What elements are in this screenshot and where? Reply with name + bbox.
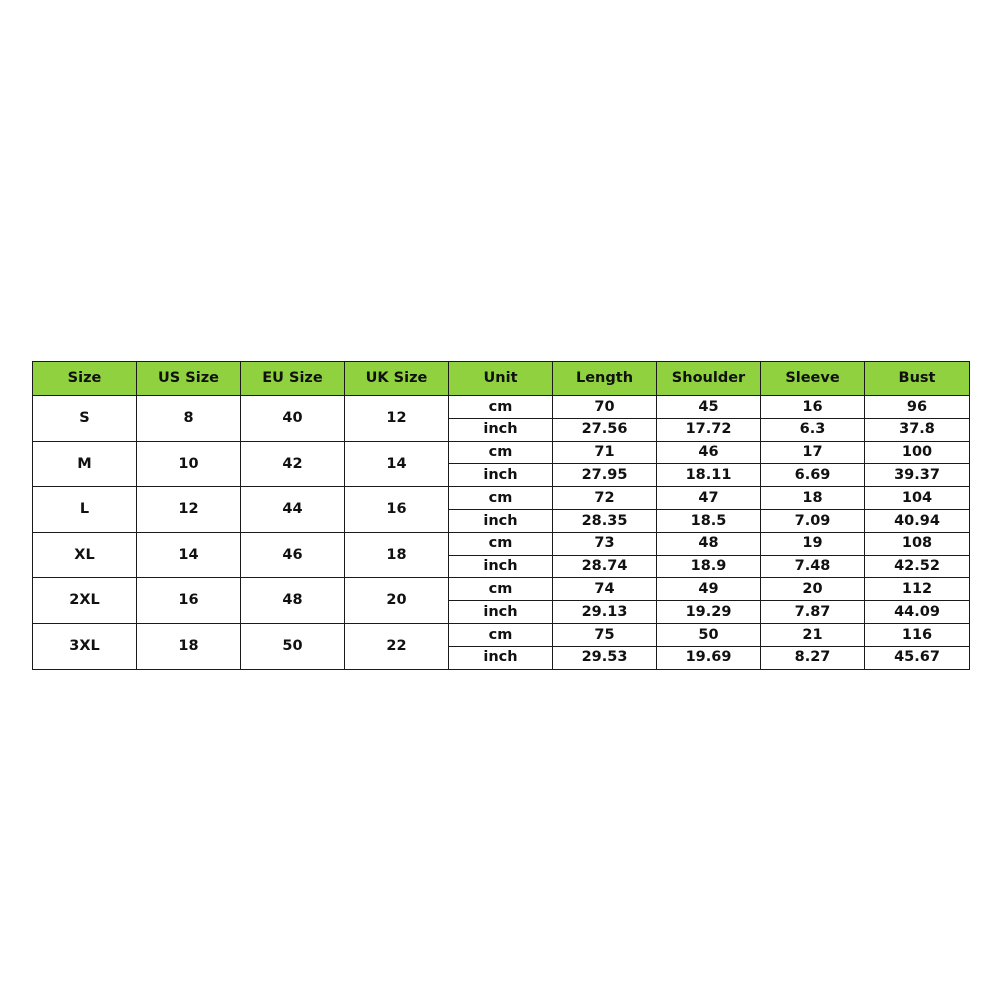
sleeve-cm-cell: 16 bbox=[761, 396, 865, 419]
unit-inch-cell: inch bbox=[449, 601, 553, 624]
sleeve-inch-cell: 7.09 bbox=[761, 509, 865, 532]
bust-inch-cell: 44.09 bbox=[865, 601, 970, 624]
unit-inch-cell: inch bbox=[449, 555, 553, 578]
unit-cm-cell: cm bbox=[449, 532, 553, 555]
unit-cm-cell: cm bbox=[449, 441, 553, 464]
eu-size-cell: 46 bbox=[241, 532, 345, 578]
us-size-cell: 16 bbox=[137, 578, 241, 624]
eu-size-cell: 44 bbox=[241, 487, 345, 533]
unit-inch-cell: inch bbox=[449, 509, 553, 532]
size-cell: 2XL bbox=[33, 578, 137, 624]
eu-size-cell: 42 bbox=[241, 441, 345, 487]
unit-inch-cell: inch bbox=[449, 464, 553, 487]
bust-inch-cell: 42.52 bbox=[865, 555, 970, 578]
table-row bbox=[33, 532, 970, 555]
table-row bbox=[33, 578, 970, 601]
us-size-cell: 14 bbox=[137, 532, 241, 578]
length-cm-cell: 73 bbox=[553, 532, 657, 555]
table-row bbox=[33, 623, 970, 646]
unit-cm-cell: cm bbox=[449, 396, 553, 419]
us-size-cell: 8 bbox=[137, 396, 241, 442]
length-inch-cell: 28.35 bbox=[553, 509, 657, 532]
uk-size-cell: 20 bbox=[345, 578, 449, 624]
sleeve-cm-cell: 19 bbox=[761, 532, 865, 555]
shoulder-inch-cell: 18.9 bbox=[657, 555, 761, 578]
sleeve-inch-cell: 6.69 bbox=[761, 464, 865, 487]
unit-inch-cell: inch bbox=[449, 646, 553, 669]
shoulder-inch-cell: 19.29 bbox=[657, 601, 761, 624]
length-cm-cell: 74 bbox=[553, 578, 657, 601]
uk-size-cell: 12 bbox=[345, 396, 449, 442]
table-row bbox=[33, 441, 970, 464]
table-row bbox=[33, 396, 970, 419]
shoulder-cm-cell: 49 bbox=[657, 578, 761, 601]
length-cm-cell: 75 bbox=[553, 623, 657, 646]
bust-inch-cell: 45.67 bbox=[865, 646, 970, 669]
sleeve-inch-cell: 8.27 bbox=[761, 646, 865, 669]
bust-inch-cell: 39.37 bbox=[865, 464, 970, 487]
unit-inch-cell: inch bbox=[449, 418, 553, 441]
sleeve-inch-cell: 6.3 bbox=[761, 418, 865, 441]
bust-cm-cell: 104 bbox=[865, 487, 970, 510]
shoulder-cm-cell: 47 bbox=[657, 487, 761, 510]
bust-cm-cell: 96 bbox=[865, 396, 970, 419]
shoulder-cm-cell: 45 bbox=[657, 396, 761, 419]
column-header: EU Size bbox=[241, 362, 345, 396]
length-cm-cell: 71 bbox=[553, 441, 657, 464]
us-size-cell: 18 bbox=[137, 623, 241, 669]
size-chart-table bbox=[32, 361, 970, 670]
sleeve-inch-cell: 7.87 bbox=[761, 601, 865, 624]
size-cell: L bbox=[33, 487, 137, 533]
column-header: Unit bbox=[449, 362, 553, 396]
uk-size-cell: 16 bbox=[345, 487, 449, 533]
length-inch-cell: 27.95 bbox=[553, 464, 657, 487]
length-cm-cell: 72 bbox=[553, 487, 657, 510]
shoulder-cm-cell: 48 bbox=[657, 532, 761, 555]
bust-cm-cell: 116 bbox=[865, 623, 970, 646]
bust-cm-cell: 112 bbox=[865, 578, 970, 601]
shoulder-inch-cell: 18.11 bbox=[657, 464, 761, 487]
column-header: UK Size bbox=[345, 362, 449, 396]
sleeve-cm-cell: 21 bbox=[761, 623, 865, 646]
sleeve-inch-cell: 7.48 bbox=[761, 555, 865, 578]
sleeve-cm-cell: 18 bbox=[761, 487, 865, 510]
bust-inch-cell: 40.94 bbox=[865, 509, 970, 532]
bust-cm-cell: 108 bbox=[865, 532, 970, 555]
table-header bbox=[33, 362, 970, 396]
length-inch-cell: 29.53 bbox=[553, 646, 657, 669]
table-row bbox=[33, 487, 970, 510]
size-cell: XL bbox=[33, 532, 137, 578]
length-cm-cell: 70 bbox=[553, 396, 657, 419]
unit-cm-cell: cm bbox=[449, 578, 553, 601]
column-header: Size bbox=[33, 362, 137, 396]
table-body bbox=[33, 396, 970, 670]
column-header: Shoulder bbox=[657, 362, 761, 396]
column-header: Sleeve bbox=[761, 362, 865, 396]
eu-size-cell: 40 bbox=[241, 396, 345, 442]
us-size-cell: 12 bbox=[137, 487, 241, 533]
length-inch-cell: 28.74 bbox=[553, 555, 657, 578]
column-header: Bust bbox=[865, 362, 970, 396]
bust-cm-cell: 100 bbox=[865, 441, 970, 464]
shoulder-cm-cell: 50 bbox=[657, 623, 761, 646]
uk-size-cell: 18 bbox=[345, 532, 449, 578]
uk-size-cell: 22 bbox=[345, 623, 449, 669]
eu-size-cell: 50 bbox=[241, 623, 345, 669]
size-cell: S bbox=[33, 396, 137, 442]
header-row bbox=[33, 362, 970, 396]
sleeve-cm-cell: 20 bbox=[761, 578, 865, 601]
shoulder-inch-cell: 17.72 bbox=[657, 418, 761, 441]
length-inch-cell: 29.13 bbox=[553, 601, 657, 624]
size-cell: 3XL bbox=[33, 623, 137, 669]
shoulder-inch-cell: 18.5 bbox=[657, 509, 761, 532]
uk-size-cell: 14 bbox=[345, 441, 449, 487]
shoulder-cm-cell: 46 bbox=[657, 441, 761, 464]
length-inch-cell: 27.56 bbox=[553, 418, 657, 441]
shoulder-inch-cell: 19.69 bbox=[657, 646, 761, 669]
us-size-cell: 10 bbox=[137, 441, 241, 487]
bust-inch-cell: 37.8 bbox=[865, 418, 970, 441]
unit-cm-cell: cm bbox=[449, 623, 553, 646]
column-header: Length bbox=[553, 362, 657, 396]
eu-size-cell: 48 bbox=[241, 578, 345, 624]
unit-cm-cell: cm bbox=[449, 487, 553, 510]
column-header: US Size bbox=[137, 362, 241, 396]
sleeve-cm-cell: 17 bbox=[761, 441, 865, 464]
size-cell: M bbox=[33, 441, 137, 487]
